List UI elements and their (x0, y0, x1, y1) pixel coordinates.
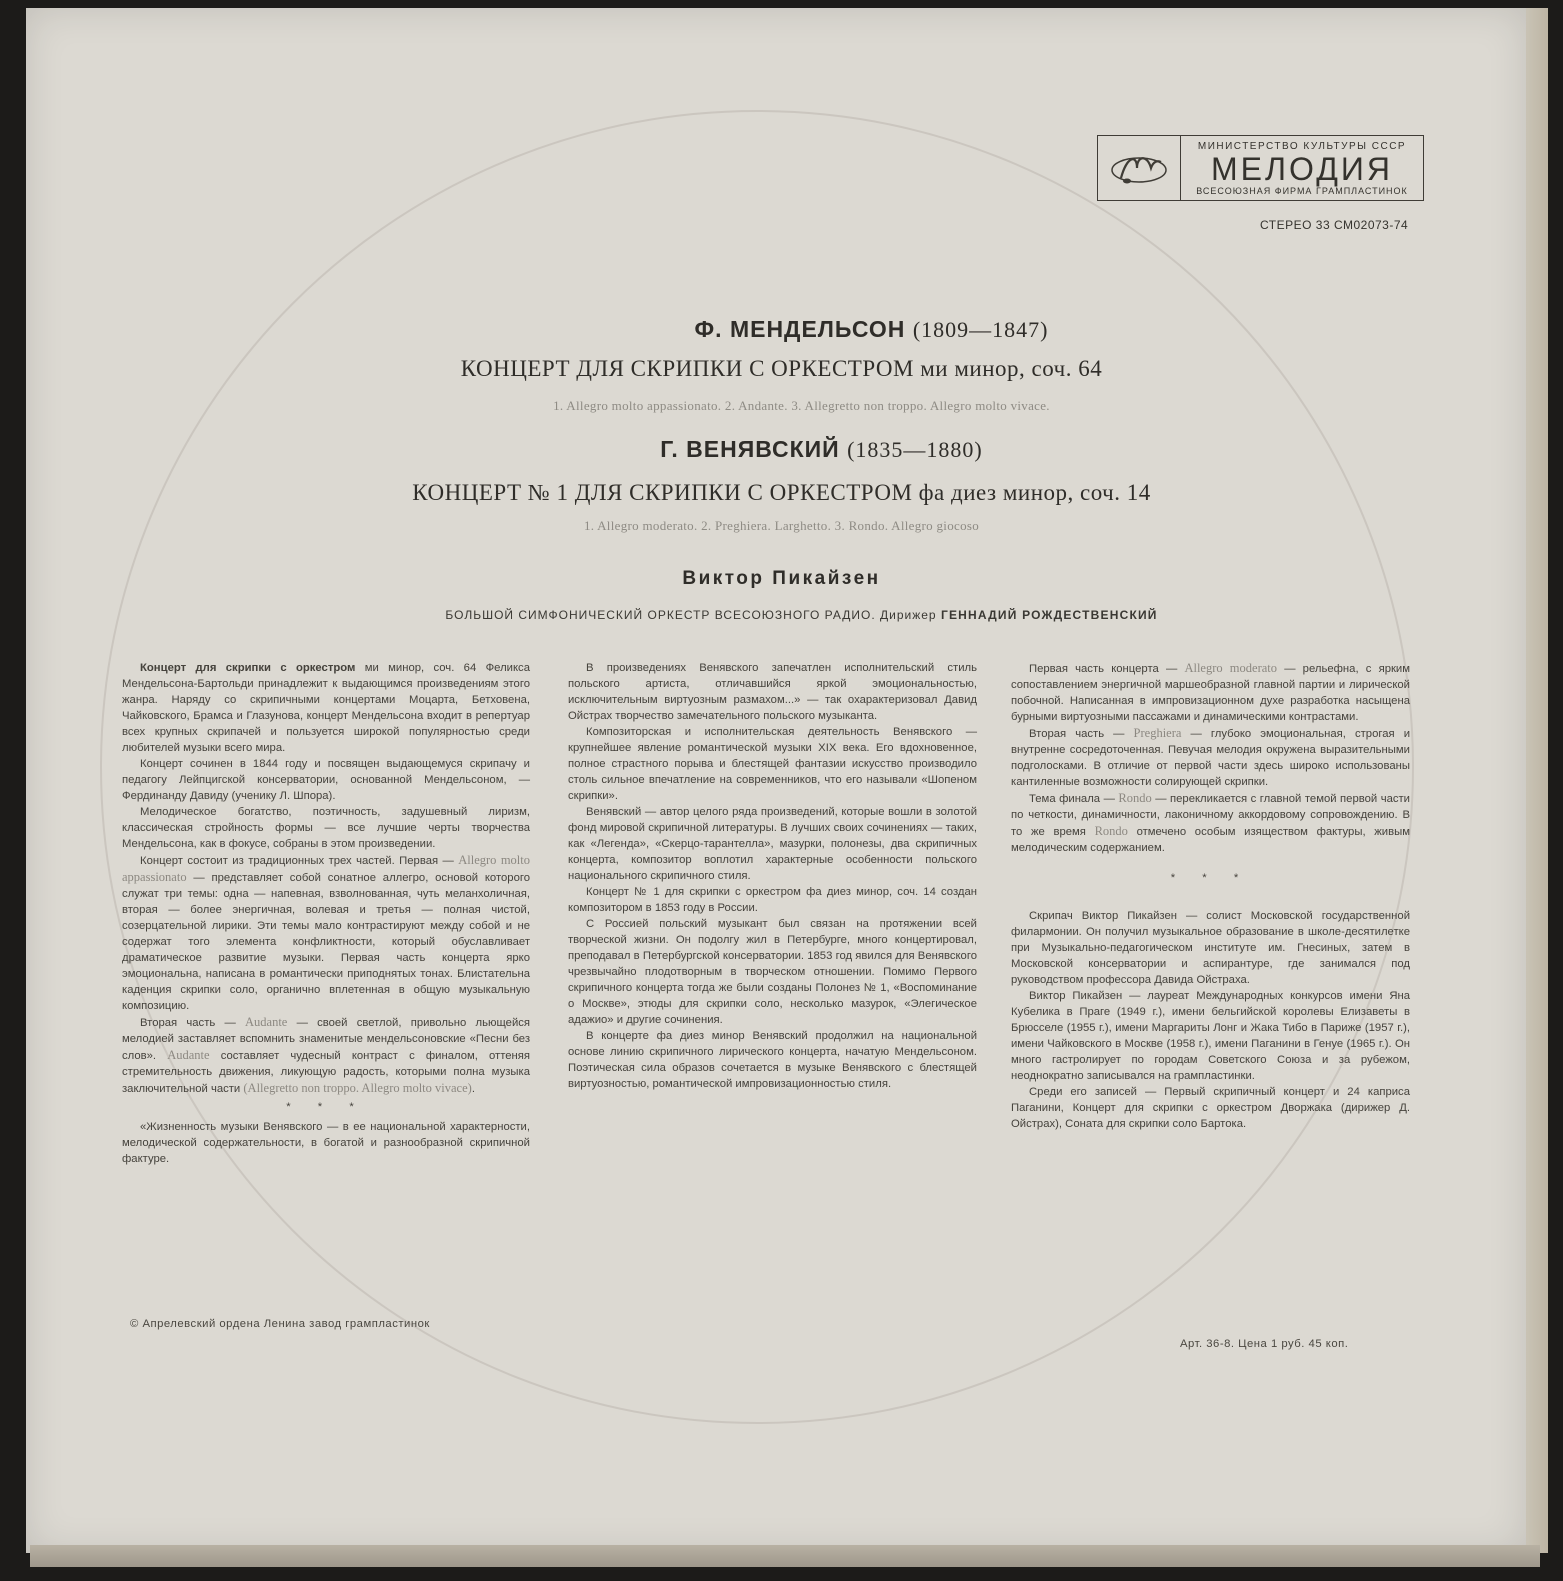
work-1-key: ми минор, соч. 64 (920, 356, 1103, 381)
tempo-marking: Audante (245, 1015, 288, 1029)
work-1-title (0, 356, 1563, 382)
logo-brand: МЕЛОДИЯ (1211, 150, 1393, 187)
paragraph: Виктор Пикайзен — лауреат Международных конкурсов имени Яна Кубелика в Праге (1949 г.), имени бельгийской королевы Елизаветы в Брюсселе (1955 г.), имени Маргариты Лонг и Жака Тибо в Париже (1957 г.), имени Чайковского в Москве (1958 г.), имени Паганини в Генуе (1965 г.). Он много гастролирует по городам Советского Союза и за рубежом, неоднократно записывался на грампластинки. (1011, 990, 1410, 1082)
paragraph: Среди его записей — Первый скрипичный концерт и 24 каприса Паганини, Концерт для скрипки с оркестром Дворжака (дирижер Д. Ойстрах), Соната для скрипки соло Бартока. (1011, 1086, 1410, 1130)
text: — представляет собой сонатное аллегро, основой которого служат три темы: одна — напевная, взволнованная, чуть меланхоличная, вторая — более энергичная, волевая и третья — полная чистой, созерцательной лирики. Эти темы мало контрастируют между собой и не содержат того элемента конфликтности, который обуславливает драматическое развитие музыки. Первая часть концерта ярко эмоциональна, написана в романтически приподнятых тонах. Блистательна каденция скрипки соло, органично вплетенная в общую музыкальную композицию. (122, 872, 531, 1012)
text-bold: Концерт для скрипки с оркестром (140, 662, 356, 674)
paragraph: В концерте фа диез минор Венявский продолжил на национальной основе линию скрипичного лирического концерта, начатую Мендельсоном. Поэтическая сила образов сочетается в музыке Венявского с блестящей виртуозностью, романтической импровизационностью стиля. (568, 1030, 977, 1090)
paragraph: Композиторская и исполнительская деятельность Венявского — крупнейшее явление романтической музыки XIX века. Его вдохновенное, полное страстного порыва и блестящей фантазии искусство производило столь сильное впечатление на современников, что его называли «Шопеном скрипки». (568, 726, 977, 802)
tempo-marking: Allegro moderato (1184, 661, 1278, 675)
catalog-number: СТЕРЕО 33 СМ02073-74 (1260, 218, 1409, 232)
composer-2-name: Г. ВЕНЯВСКИЙ (660, 436, 840, 462)
tempo-marking: Rondo (1094, 824, 1128, 838)
tempo-marking: Audante (167, 1048, 210, 1062)
paragraph: В произведениях Венявского запечатлен исполнительский стиль польского артиста, отличавшийся яркой эмоциональностью, исключительным виртуозным размахом...» — так охарактеризовал Давид Ойстрах творчество замечательного польского музыканта. (568, 662, 977, 722)
text: Тема финала — (1029, 793, 1115, 805)
liner-notes-column-1 (122, 660, 530, 1167)
sleeve-edge-bottom (30, 1545, 1540, 1567)
text: составляет чудесный контраст с финалом, оттеняя стремительность движения, ликующую радость, которыми полна музыка заключительной части (122, 1050, 531, 1095)
melodiya-emblem-icon (1098, 136, 1181, 200)
composer-2 (0, 436, 1563, 463)
liner-notes-column-3 (1011, 660, 1410, 1132)
composer-2-years: (1835—1880) (847, 437, 983, 462)
text: . (471, 1083, 475, 1095)
text: — перекликается с главной темой первой части по четкости, динамичности, лаконичному аккордовому сопровождению. В то же время (1011, 793, 1410, 838)
section-divider: * * * (1170, 872, 1251, 884)
text: — своей светлой, привольно льющейся мелодией заставляет вспомнить знаменитые мендельсоновские «Песни без слов». (122, 1017, 531, 1062)
text: Концерт состоит из традиционных трех частей. Первая — (140, 855, 454, 867)
performer-name: Виктор Пикайзен (682, 568, 881, 589)
melodiya-logo (1097, 135, 1424, 201)
work-2-title (0, 480, 1563, 506)
text: Вторая часть — (140, 1017, 236, 1029)
composer-1-years: (1809—1847) (912, 317, 1049, 342)
work-2-key: фа диез минор, соч. 14 (918, 480, 1151, 505)
orchestra-line (0, 608, 1563, 622)
orchestra-text: БОЛЬШОЙ СИМФОНИЧЕСКИЙ ОРКЕСТР ВСЕСОЮЗНОГО РАДИО. Дирижер (445, 608, 937, 622)
text: — глубоко эмоциональная, строгая и внутренне сосредоточенная. Певучая мелодия окружена выразительными подголосками. В отличие от первой части здесь широко использованы кантиленные возможности солирующей скрипки. (1011, 728, 1410, 788)
text: Первая часть концерта — (1029, 663, 1178, 675)
tempo-marking: (Allegretto non troppo. Allegro molto vivace) (243, 1081, 472, 1095)
tempo-marking: Allegro molto appassionato (122, 853, 530, 884)
tempo-marking: Preghiera (1133, 726, 1182, 740)
paragraph: С Россией польский музыкант был связан на протяжении всей творческой жизни. Он подолгу жил в Петербурге, много концертировал, преподавал в Петербургской консерватории. 1853 год явился для Венявского чрезвычайно плодотворным в творческом отношении. Помимо Первого скрипичного концерта тогда же были созданы Полонез № 1, «Воспоминание о Москве», этюды для скрипки соло, несколько мазурок, «Элегическое адажио» и другие сочинения. (568, 918, 977, 1026)
tempo-marking: Rondo (1118, 791, 1152, 805)
liner-notes-column-2 (568, 660, 977, 1092)
logo-firm: ВСЕСОЮЗНАЯ ФИРМА ГРАМПЛАСТИНОК (1196, 185, 1408, 196)
work-2-movements: 1. Allegro moderato. 2. Preghiera. Larghetto. 3. Rondo. Allegro giocoso (583, 518, 980, 533)
logo-ministry: МИНИСТЕРСТВО КУЛЬТУРЫ СССР (1197, 140, 1407, 152)
paragraph: «Жизненность музыки Венявского — в ее национальной характерности, мелодической содержательности, в богатой и разнообразной скрипичной фактуре. (122, 1121, 530, 1165)
composer-1 (0, 316, 1563, 343)
text: — рельефна, с ярким сопоставлением энергичной маршеобразной главной партии и лирической побочной. Написанная в импровизационном духе разработка насыщена бурными виртуозными пассажами и динамическими контрастами. (1011, 663, 1411, 723)
paragraph: Мелодическое богатство, поэтичность, задушевный лиризм, классическая стройность формы — все лучшие черты творчества Мендельсона, как в фокусе, собраны в этом произведении. (122, 806, 530, 850)
paragraph: Концерт № 1 для скрипки с оркестром фа диез минор, соч. 14 создан композитором в 1853 году в России. (568, 886, 977, 914)
work-2-name: КОНЦЕРТ № 1 ДЛЯ СКРИПКИ С ОРКЕСТРОМ (412, 480, 913, 505)
composer-1-name: Ф. МЕНДЕЛЬСОН (694, 316, 906, 342)
price-line: Арт. 36-8. Цена 1 руб. 45 коп. (1180, 1338, 1349, 1350)
text: Вторая часть — (1029, 728, 1125, 740)
paragraph: Скрипач Виктор Пикайзен — солист Московской государственной филармонии. Он получил музыкальное образование в школе-десятилетке при Музыкально-педагогическом институте им. Гнесиных, затем в Московской консерватории и аспирантуре, где занимался под руководством профессора Давида Ойстраха. (1011, 910, 1410, 986)
text: ми минор, соч. 64 Феликса Мендельсона-Бартольди принадлежит к выдающимся произведениям этого жанра. Наряду со скрипичными концертами Моцарта, Бетховена, Чайковского, Брамса и Глазунова, концерт Мендельсона входит в репертуар всех крупных скрипачей и пользуется широкой популярностью среди любителей музыки всего мира. (122, 662, 530, 754)
section-divider: * * * (286, 1101, 366, 1113)
logo-text (1181, 136, 1423, 200)
paragraph: Концерт сочинен в 1844 году и посвящен выдающемуся скрипачу и педагогу Лейпцигской консерватории, основанной Мендельсоном, — Фердинанду Давиду (ученику Л. Шпора). (122, 758, 530, 802)
work-1-name: КОНЦЕРТ ДЛЯ СКРИПКИ С ОРКЕСТРОМ (460, 356, 914, 381)
manufacturer-line: © Апрелевский ордена Ленина завод грампластинок (130, 1318, 430, 1330)
conductor-name: ГЕННАДИЙ РОЖДЕСТВЕНСКИЙ (940, 608, 1158, 622)
sleeve-edge (1526, 8, 1548, 1553)
text: отмечено особым изяществом фактуры, живым мелодическим содержанием. (1011, 826, 1411, 854)
work-1-movements: 1. Allegro molto appassionato. 2. Andante. 3. Allegretto non troppo. Allegro molto vivace. (553, 398, 1050, 413)
paragraph: Венявский — автор целого ряда произведений, которые вошли в золотой фонд мировой скрипичной литературы. В лучших своих сочинениях — таких, как «Легенда», «Скерцо-тарантелла», мазурки, полонезы, два скрипичных концерта, композитор воплотил характерные особенности польского национального скрипичного стиля. (568, 806, 977, 882)
